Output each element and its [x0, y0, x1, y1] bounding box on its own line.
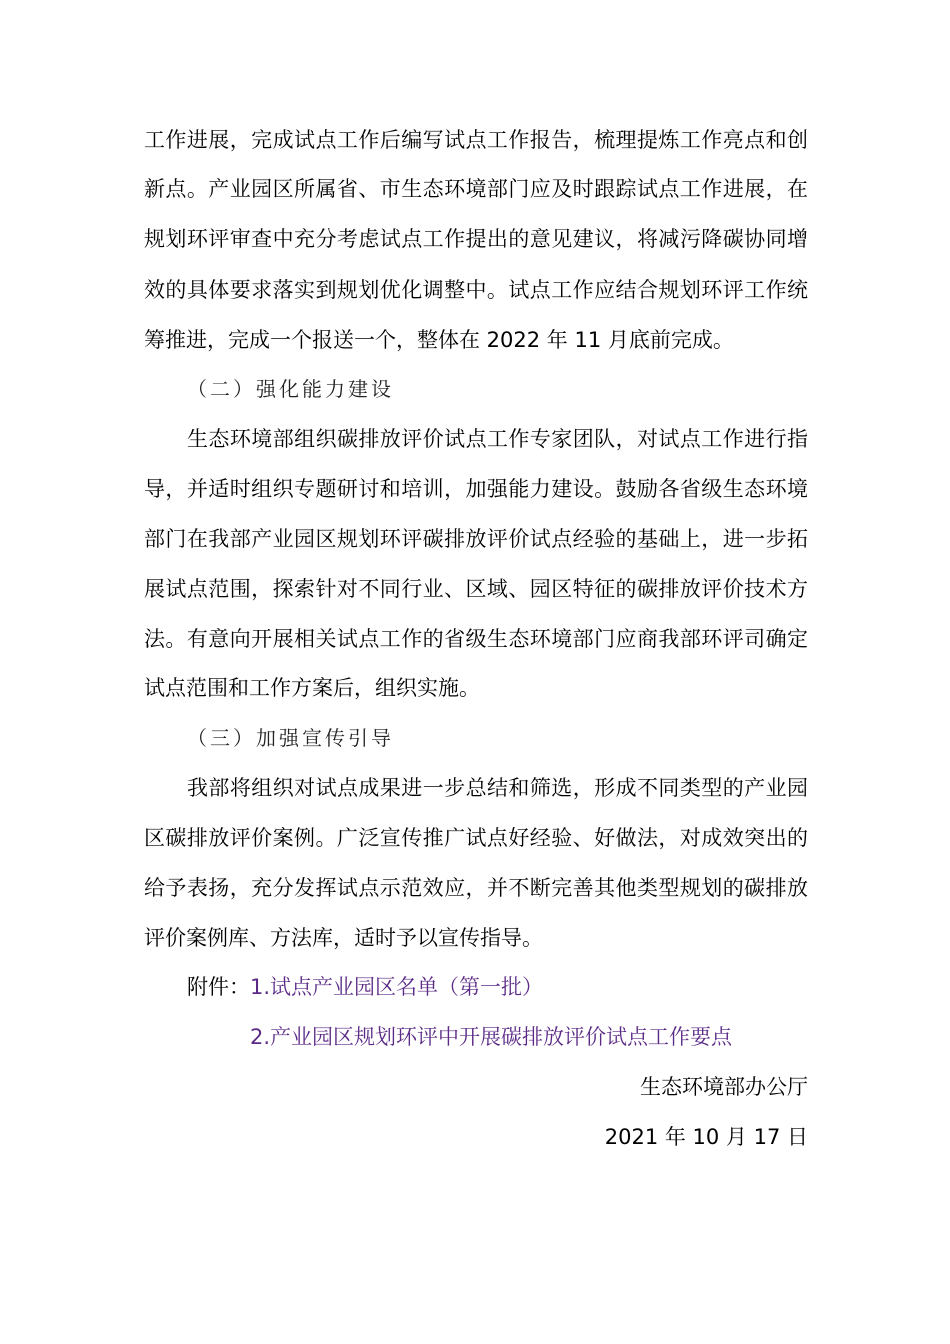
attachment-row [250, 1022, 732, 1052]
paragraph-line: 给予表扬，充分发挥试点示范效应，并不断完善其他类型规划的碳排放 [144, 876, 808, 900]
section-heading: （三）加强宣传引导 [187, 726, 394, 750]
paragraph-line: 新点。产业园区所属省、市生态环境部门应及时跟踪试点工作进展，在 [144, 177, 808, 201]
paragraph-line: 我部将组织对试点成果进一步总结和筛选，形成不同类型的产业园 [187, 776, 808, 800]
paragraph-line: 评价案例库、方法库，适时予以宣传指导。 [144, 926, 543, 950]
section-heading: （二）强化能力建设 [187, 377, 394, 401]
paragraph-line: 规划环评审查中充分考虑试点工作提出的意见建议，将减污降碳协同增 [144, 227, 808, 251]
paragraph-line: 生态环境部组织碳排放评价试点工作专家团队，对试点工作进行指 [187, 427, 808, 451]
attachment-link[interactable]: 试点产业园区名单（第一批） [270, 975, 544, 999]
paragraph-line: 区碳排放评价案例。广泛宣传推广试点好经验、好做法，对成效突出的 [144, 826, 808, 850]
attachment-number[interactable]: 1. [250, 975, 271, 999]
paragraph-line: 筹推进，完成一个报送一个，整体在 2022 年 11 月底前完成。 [144, 328, 734, 352]
attachment-link[interactable]: 产业园区规划环评中开展碳排放评价试点工作要点 [270, 1025, 733, 1049]
signature-organization: 生态环境部办公厅 [640, 1075, 808, 1099]
paragraph-line: 试点范围和工作方案后，组织实施。 [144, 676, 480, 700]
paragraph-line: 效的具体要求落实到规划优化调整中。试点工作应结合规划环评工作统 [144, 278, 808, 302]
paragraph-line: 展试点范围，探索针对不同行业、区域、园区特征的碳排放评价技术方 [144, 577, 808, 601]
paragraph-line: 工作进展，完成试点工作后编写试点工作报告，梳理提炼工作亮点和创 [144, 128, 808, 152]
signature-date: 2021 年 10 月 17 日 [604, 1125, 808, 1149]
attachment-row [187, 972, 543, 1002]
attachment-number[interactable]: 2. [250, 1025, 271, 1049]
paragraph-line: 导，并适时组织专题研讨和培训，加强能力建设。鼓励各省级生态环境 [144, 477, 808, 501]
paragraph-line: 法。有意向开展相关试点工作的省级生态环境部门应商我部环评司确定 [144, 627, 808, 651]
paragraph-line: 部门在我部产业园区规划环评碳排放评价试点经验的基础上，进一步拓 [144, 527, 808, 551]
attachment-label: 附件： [187, 975, 250, 999]
